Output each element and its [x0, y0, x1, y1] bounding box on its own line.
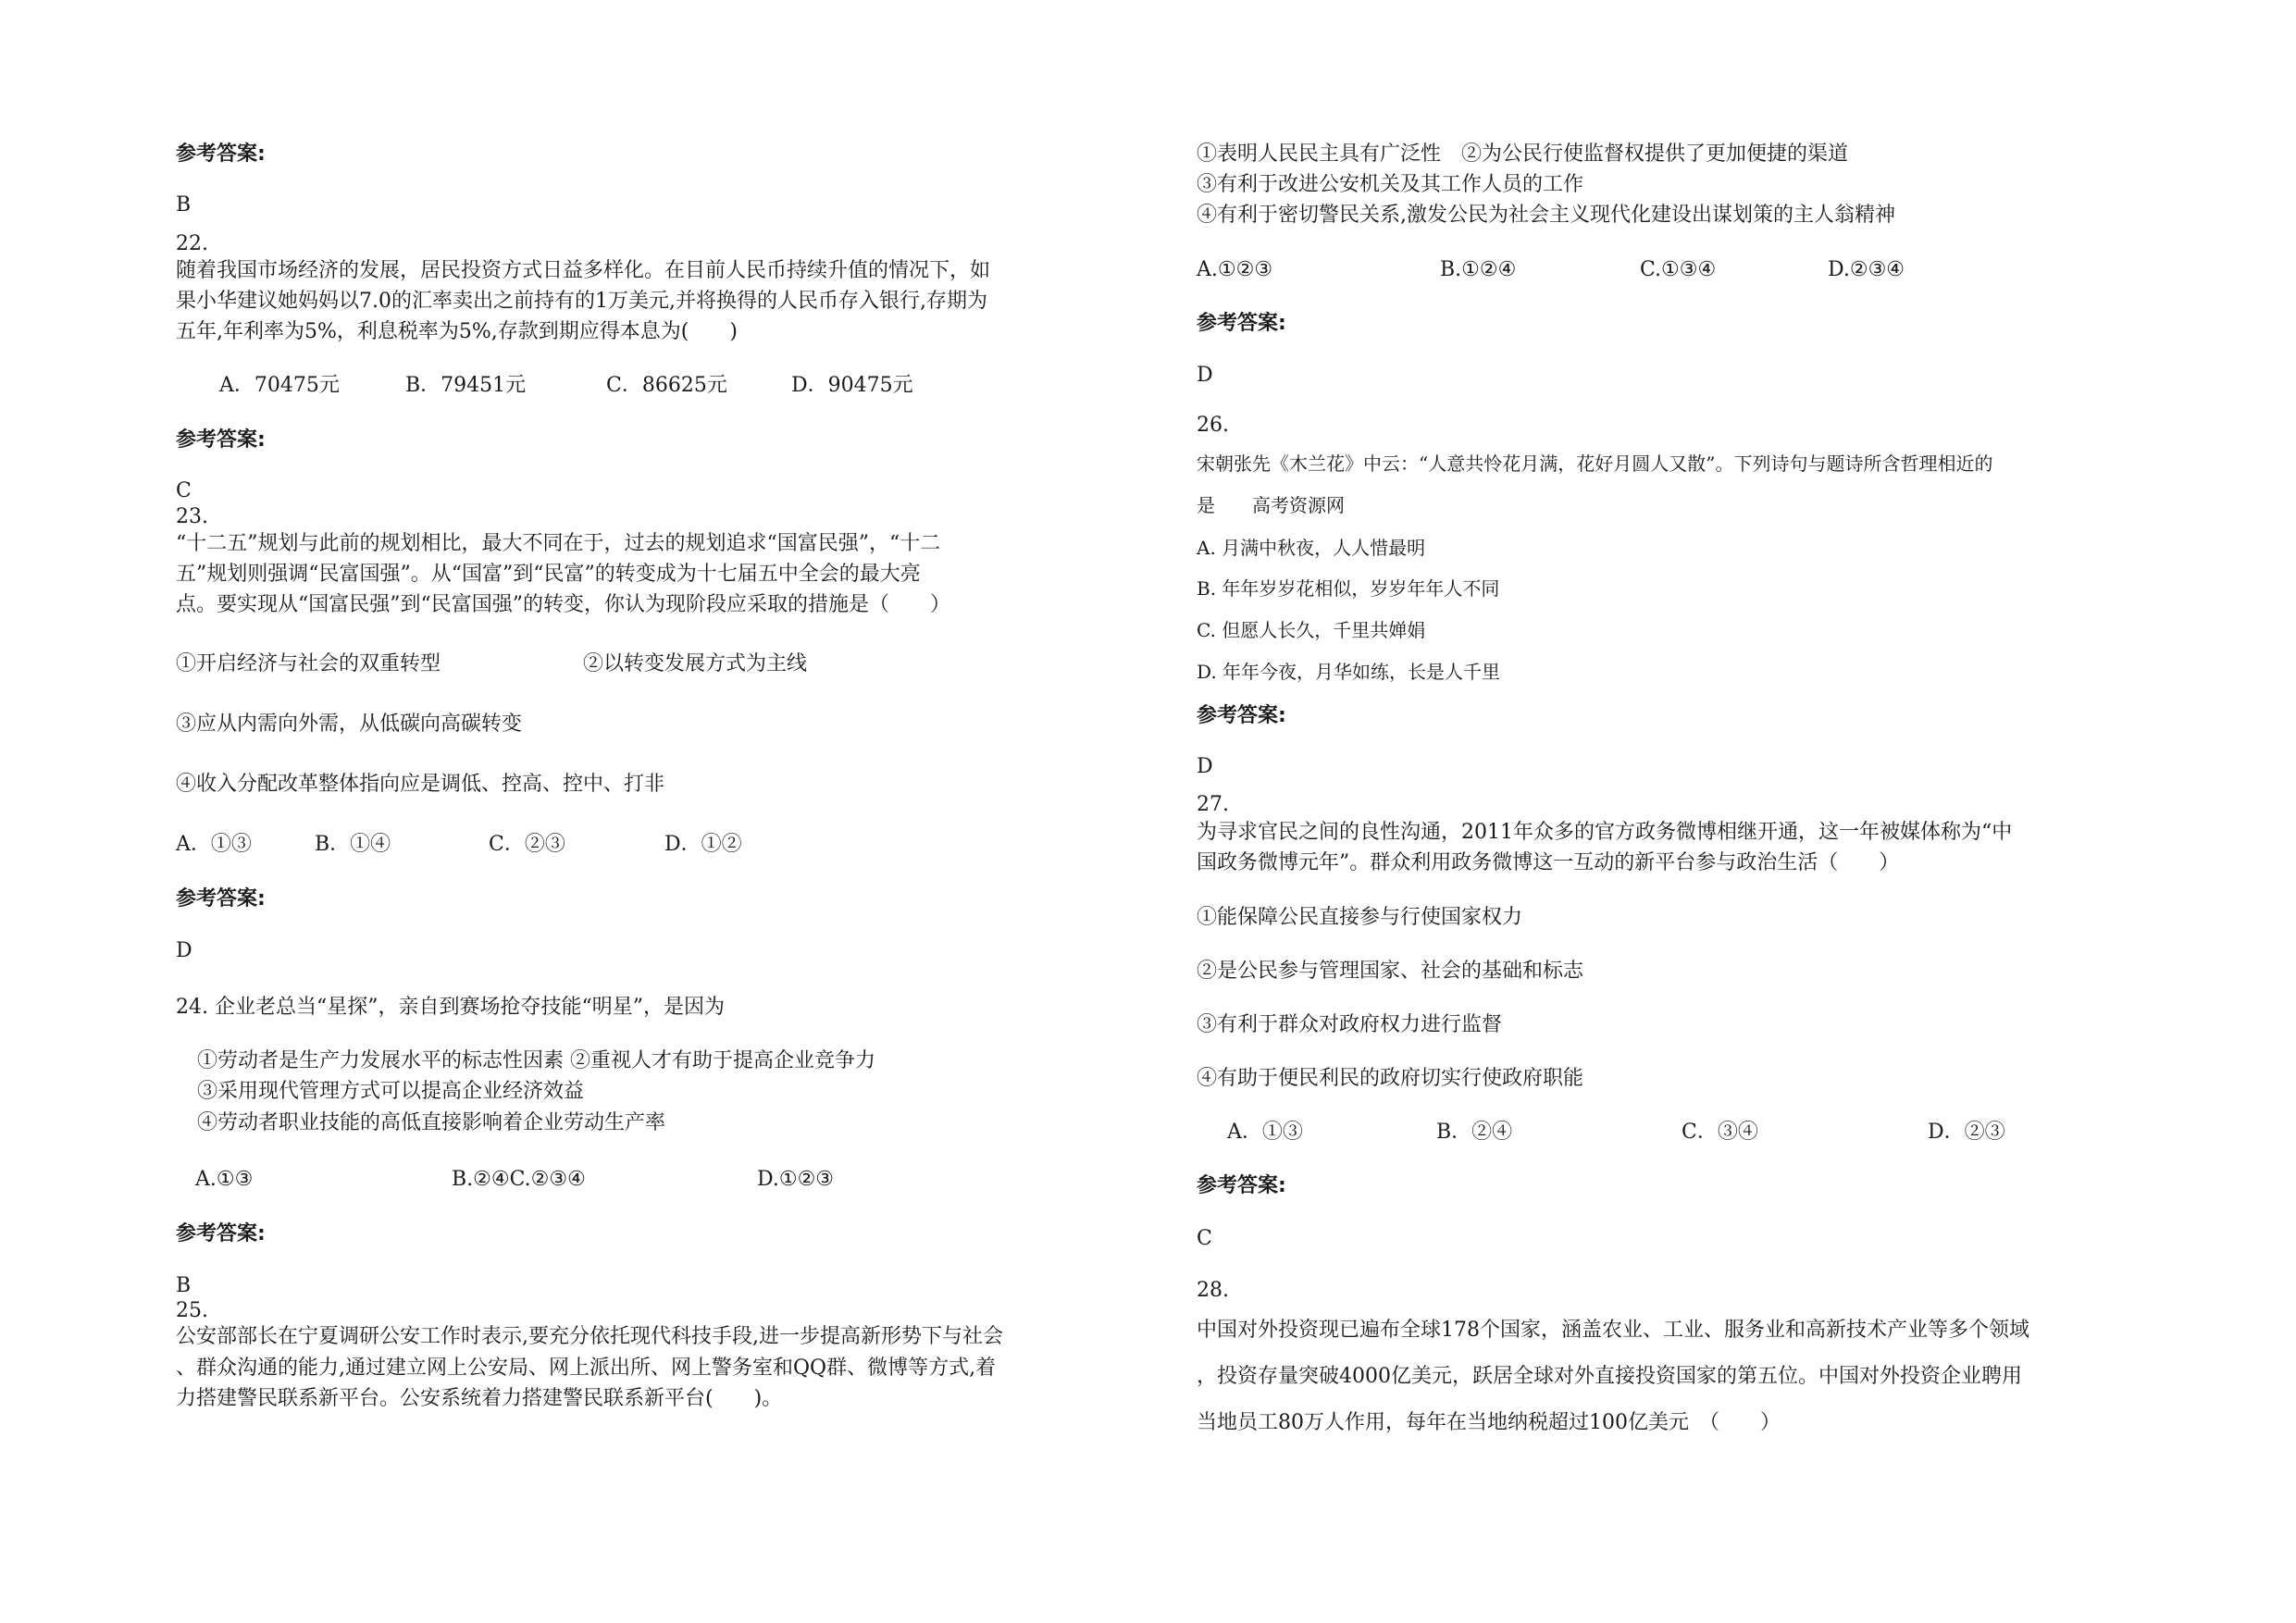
question-text: ，投资存量突破4000亿美元，跃居全球对外直接投资国家的第五位。中国对外投资企业聘用: [1197, 1365, 2022, 1388]
answer-label: 参考答案:: [1197, 704, 1286, 727]
question-text: 国政务微博元年”。群众利用政务微博这一互动的新平台参与政治生活（ ）: [1197, 851, 1900, 874]
option-b: B.①②④: [1440, 258, 1517, 281]
answer-label: 参考答案:: [176, 428, 266, 452]
question-number: 22.: [176, 232, 208, 255]
question-text: 当地员工80万人作用，每年在当地纳税超过100亿美元 （ ）: [1197, 1411, 1781, 1434]
option-a: A．70475元: [219, 374, 340, 397]
question-number: 25.: [176, 1299, 208, 1322]
statement-item: ④有利于密切警民关系,激发公民为社会主义现代化建设出谋划策的主人翁精神: [1197, 204, 1895, 227]
option-a: A.①③: [195, 1168, 254, 1191]
question-stem: 24. 企业老总当“星探”，亲自到赛场抢夺技能“明星”，是因为: [176, 996, 725, 1019]
option-a: A. 月满中秋夜，人人惜最明: [1197, 537, 1426, 559]
answer-value: B: [176, 1274, 192, 1297]
option-a: A.①②③: [1197, 258, 1273, 281]
question-number: 23.: [176, 505, 208, 528]
question-text: 五年,年利率为5%，利息税率为5%,存款到期应得本息为( ): [176, 320, 738, 343]
statement-item: ①表明人民民主具有广泛性 ②为公民行使监督权提供了更加便捷的渠道: [1197, 142, 1849, 166]
question-text: 是 高考资源网: [1197, 494, 1345, 516]
question-text: 力搭建警民联系新平台。公安系统着力搭建警民联系新平台( )。: [176, 1387, 783, 1410]
question-text: 为寻求官民之间的良性沟通，2011年众多的官方政务微博相继开通，这一年被媒体称为“中: [1197, 821, 2013, 844]
option-a: A．①③: [1227, 1121, 1303, 1144]
option-d: D．②③: [1928, 1121, 2005, 1144]
option-c: C．②③: [489, 833, 565, 856]
statement-item: ④收入分配改革整体指向应是调低、控高、控中、打非: [176, 773, 665, 796]
question-text: 果小华建议她妈妈以7.0的汇率卖出之前持有的1万美元,并将换得的人民币存入银行,存期为: [176, 290, 987, 313]
option-c: C. 但愿人长久，千里共婵娟: [1197, 619, 1426, 641]
statement-item: ③有利于群众对政府权力进行监督: [1197, 1013, 1503, 1036]
answer-value: C: [176, 479, 192, 502]
question-text: 随着我国市场经济的发展，居民投资方式日益多样化。在目前人民币持续升值的情况下，如: [176, 259, 991, 282]
option-b: B．79451元: [405, 374, 527, 397]
option-c: C．86625元: [606, 374, 727, 397]
option-d: D．90475元: [791, 374, 913, 397]
option-b: B. 年年岁岁花相似，岁岁年年人不同: [1197, 577, 1500, 600]
option-a: A．①③: [176, 833, 252, 856]
answer-value: C: [1197, 1227, 1212, 1250]
option-bc: B.②④C.②③④: [452, 1168, 586, 1191]
option-b: B．①④: [315, 833, 391, 856]
answer-value: B: [176, 193, 192, 217]
statement-item: ④有助于便民利民的政府切实行使政府职能: [1197, 1067, 1584, 1090]
option-b: B．②④: [1436, 1121, 1513, 1144]
question-text: 公安部部长在宁夏调研公安工作时表示,要充分依托现代科技手段,进一步提高新形势下与社会: [176, 1325, 1003, 1348]
statement-item: ①劳动者是生产力发展水平的标志性因素 ②重视人才有助于提高企业竞争力: [197, 1049, 875, 1072]
question-text: 、群众沟通的能力,通过建立网上公安局、网上派出所、网上警务室和QQ群、微博等方式,着: [176, 1357, 997, 1380]
answer-label: 参考答案:: [1197, 312, 1286, 335]
question-number: 26.: [1197, 414, 1229, 437]
statement-item: ④劳动者职业技能的高低直接影响着企业劳动生产率: [197, 1111, 666, 1134]
option-d: D．①②: [664, 833, 742, 856]
statement-item: ①开启经济与社会的双重转型: [176, 652, 441, 675]
option-c: C.①③④: [1640, 258, 1717, 281]
answer-label: 参考答案:: [176, 1222, 266, 1245]
question-number: 27.: [1197, 793, 1229, 816]
question-text: 点。要实现从“国富民强”到“民富国强”的转变，你认为现阶段应采取的措施是（ ）: [176, 593, 950, 616]
statement-item: ③采用现代管理方式可以提高企业经济效益: [197, 1080, 585, 1103]
question-text: “十二五”规划与此前的规划相比，最大不同在于，过去的规划追求“国富民强”，“十二: [176, 532, 941, 555]
statement-item: ②是公民参与管理国家、社会的基础和标志: [1197, 960, 1584, 983]
question-text: 五”规划则强调“民富国强”。从“国富”到“民富”的转变成为十七届五中全会的最大亮: [176, 563, 921, 586]
question-text: 宋朝张先《木兰花》中云：“人意共怜花月满，花好月圆人又散”。下列诗句与题诗所含哲理相近的: [1197, 452, 1993, 475]
answer-value: D: [1197, 364, 1213, 387]
statement-item: ③应从内需向外需，从低碳向高碳转变: [176, 712, 523, 736]
question-text: 中国对外投资现已遍布全球178个国家，涵盖农业、工业、服务业和高新技术产业等多个领域: [1197, 1319, 2029, 1342]
answer-label: 参考答案:: [1197, 1174, 1286, 1197]
statement-item: ②以转变发展方式为主线: [583, 652, 808, 675]
answer-label: 参考答案:: [176, 142, 266, 166]
statement-item: ①能保障公民直接参与行使国家权力: [1197, 906, 1523, 929]
answer-value: D: [1197, 755, 1213, 778]
statement-item: ③有利于改进公安机关及其工作人员的工作: [1197, 173, 1584, 196]
option-c: C．③④: [1682, 1121, 1758, 1144]
answer-label: 参考答案:: [176, 887, 266, 911]
question-number: 28.: [1197, 1279, 1229, 1302]
answer-value: D: [176, 939, 192, 962]
option-d: D. 年年今夜，月华如练，长是人千里: [1197, 661, 1501, 683]
option-d: D.①②③: [757, 1168, 835, 1191]
option-d: D.②③④: [1828, 258, 1905, 281]
